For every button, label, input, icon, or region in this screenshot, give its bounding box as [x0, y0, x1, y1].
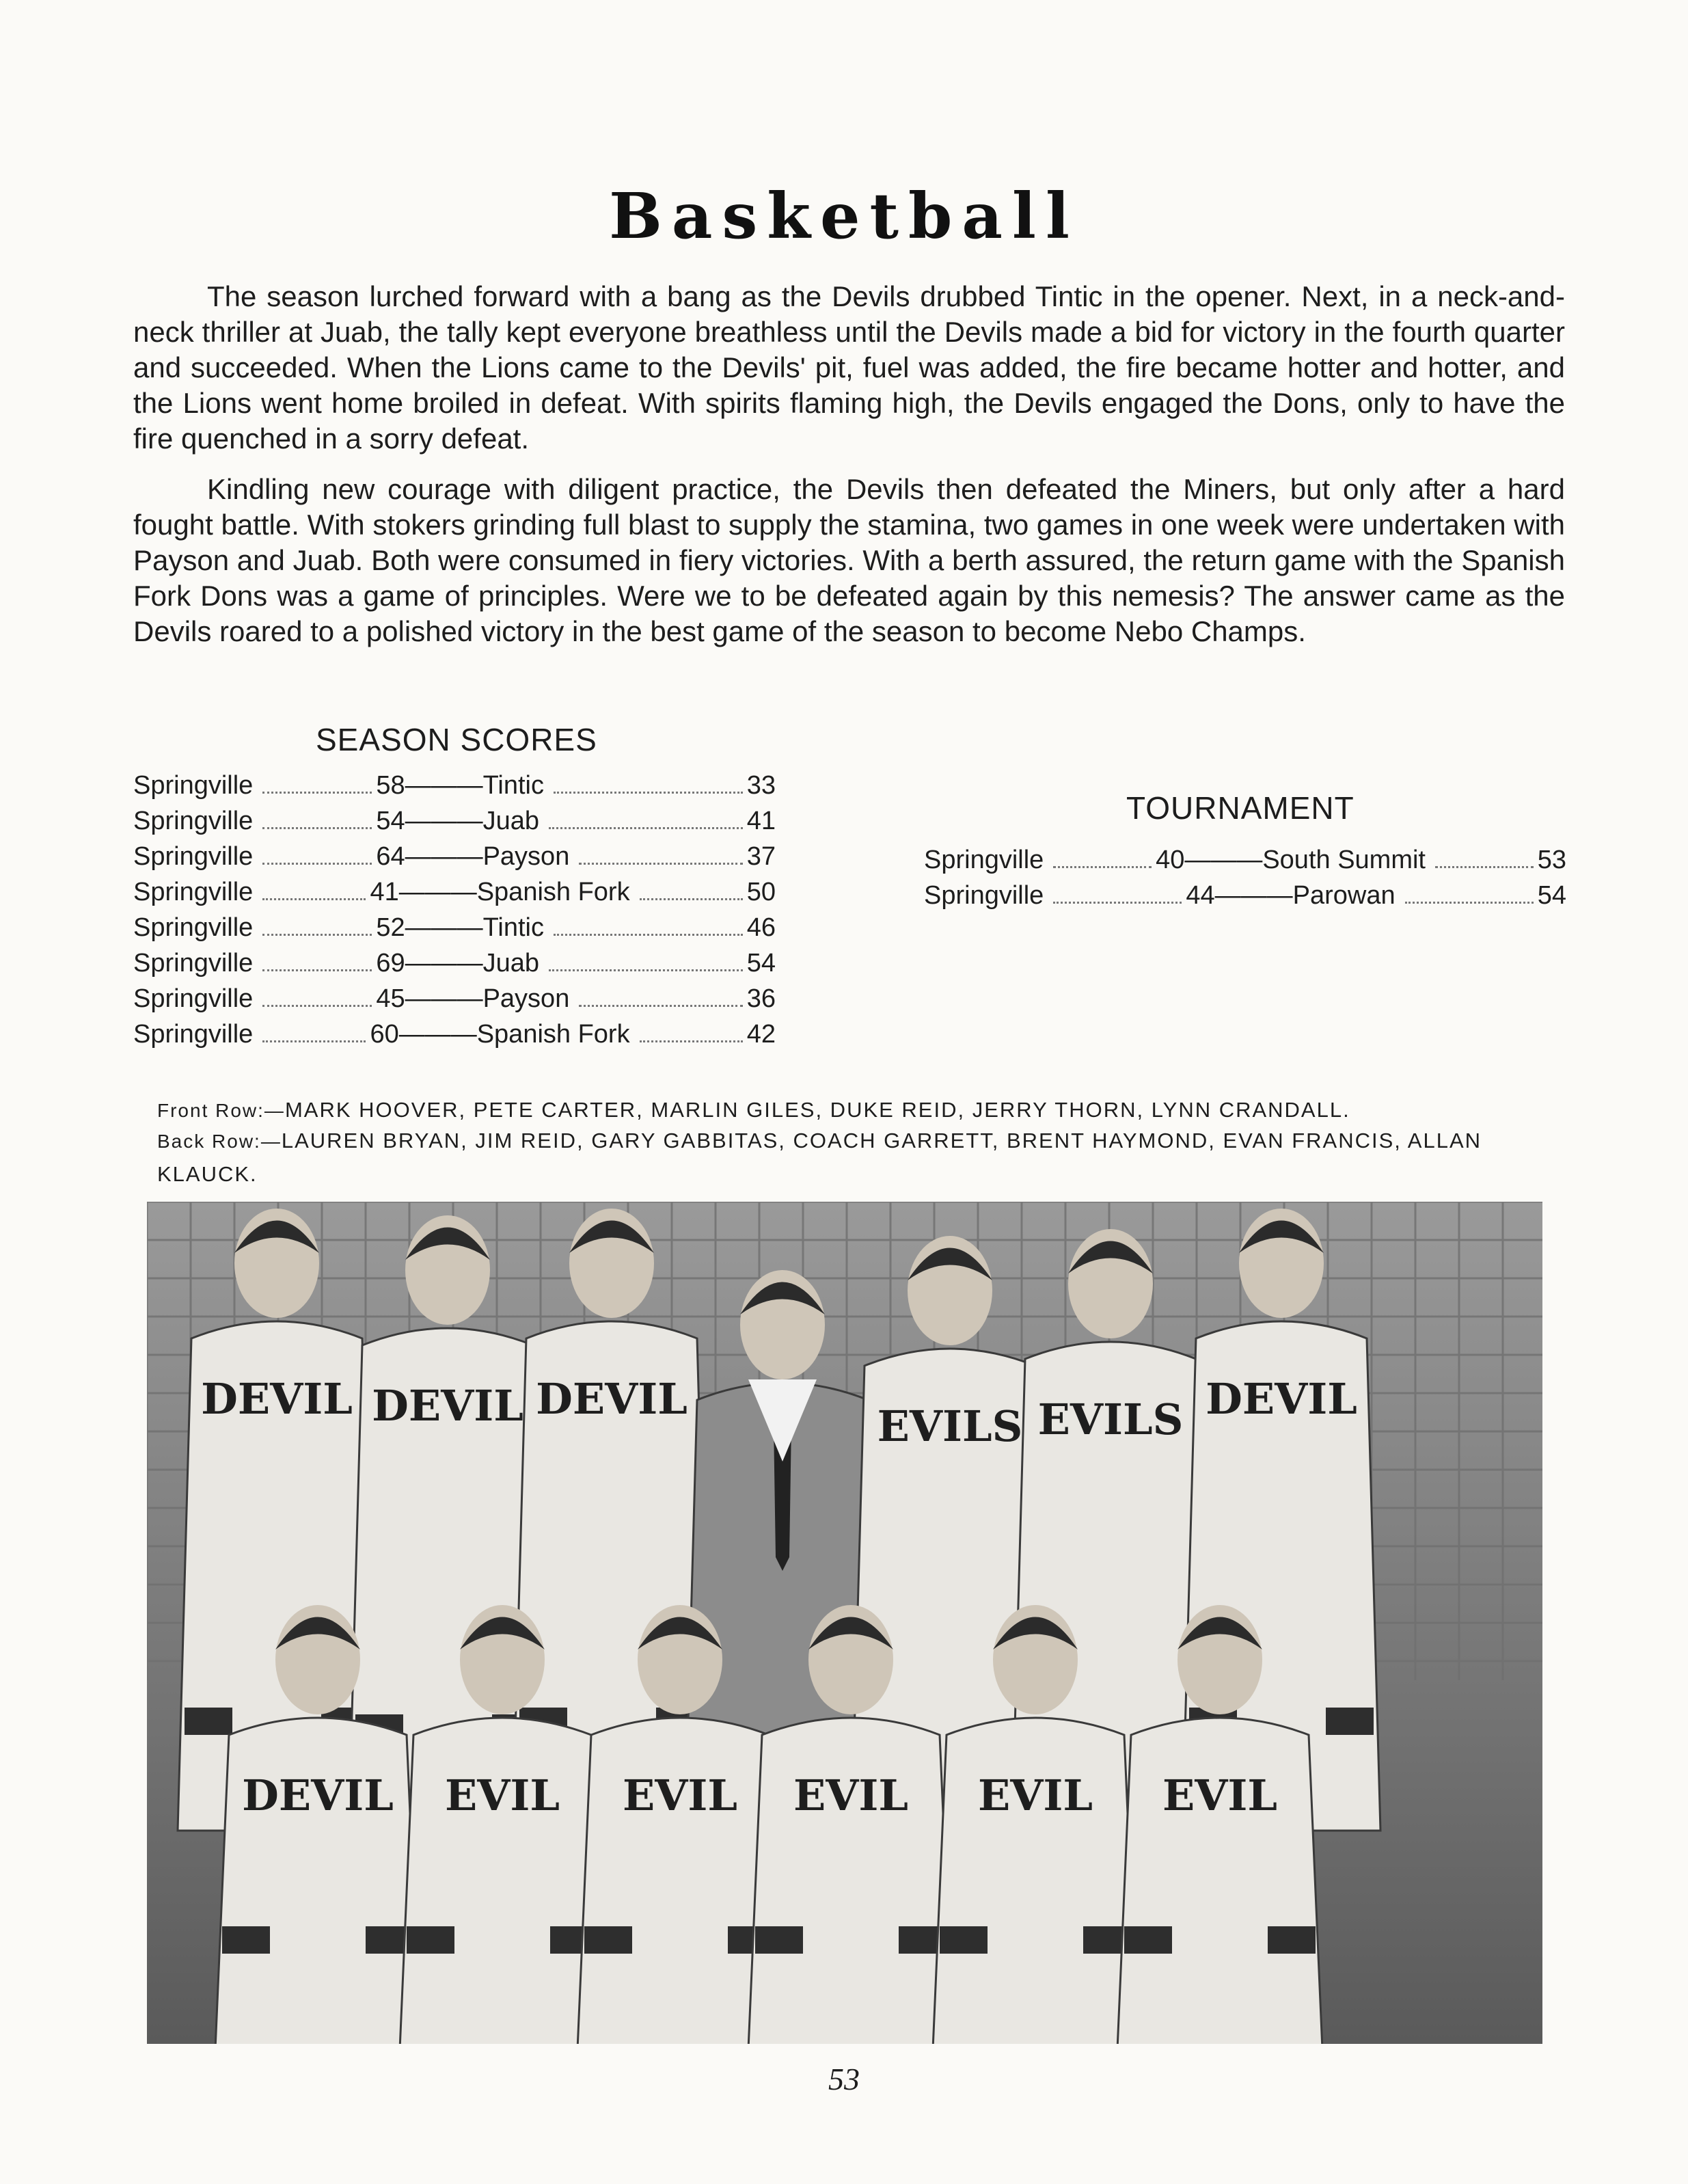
- dot-leader: [262, 934, 372, 936]
- season-score-row: [133, 910, 776, 945]
- dot-leader: [579, 1005, 742, 1007]
- dot-leader: [262, 792, 372, 794]
- score-opponent: 60———Spanish Fork: [370, 1020, 630, 1049]
- season-score-row: [133, 874, 776, 910]
- score-opponent: 41———Spanish Fork: [370, 878, 630, 906]
- dot-leader: [262, 898, 366, 900]
- score-opponent: 45———Payson: [376, 984, 570, 1013]
- dot-leader: [262, 827, 372, 829]
- season-score-row: [133, 981, 776, 1016]
- opponent-score: 53: [1537, 846, 1567, 874]
- team-name: Springville: [133, 949, 254, 978]
- jersey-lettering: DEVIL: [242, 1770, 394, 1820]
- jersey-lettering: EVILS: [1037, 1394, 1184, 1444]
- team-name: Springville: [133, 842, 254, 871]
- tournament-heading: TOURNAMENT: [1126, 790, 1355, 826]
- opponent-score: 42: [746, 1020, 776, 1049]
- season-score-row: [133, 839, 776, 874]
- score-opponent: 44———Parowan: [1186, 881, 1396, 910]
- back-row-caption: [157, 1124, 1565, 1191]
- team-name: Springville: [133, 878, 254, 906]
- season-score-row: [133, 1016, 776, 1052]
- season-scores-heading: SEASON SCORES: [316, 722, 597, 757]
- jersey-lettering: EVILS: [877, 1401, 1023, 1451]
- jersey-lettering: EVIL: [623, 1770, 737, 1820]
- opponent-score: 33: [746, 771, 776, 800]
- opponent-score: 54: [746, 949, 776, 978]
- dot-leader: [262, 1040, 366, 1042]
- opponent-score: 41: [746, 807, 776, 835]
- tournament-score-row: [924, 842, 1566, 878]
- score-opponent: 40———South Summit: [1156, 846, 1426, 874]
- dot-leader: [549, 969, 743, 971]
- back-row-names: LAUREN BRYAN, JIM REID, GARY GABBITAS, COACH GARRETT, BRENT HAYMOND, EVAN FRANCIS, ALLAN KLAUCK.: [157, 1129, 1482, 1186]
- team-name: Springville: [133, 1020, 254, 1049]
- score-opponent: 58———Tintic: [376, 771, 544, 800]
- score-opponent: 54———Juab: [376, 807, 539, 835]
- season-score-row: [133, 768, 776, 803]
- jersey-lettering: DEVIL: [536, 1374, 688, 1424]
- dot-leader: [262, 969, 372, 971]
- jersey-lettering: EVIL: [978, 1770, 1093, 1820]
- dot-leader: [554, 792, 743, 794]
- jersey-lettering: DEVIL: [1206, 1374, 1357, 1424]
- team-name: Springville: [924, 846, 1044, 874]
- dot-leader: [640, 898, 743, 900]
- opponent-score: 37: [746, 842, 776, 871]
- score-opponent: 52———Tintic: [376, 913, 544, 942]
- dot-leader: [262, 863, 372, 865]
- dot-leader: [1435, 866, 1534, 868]
- team-name: Springville: [133, 984, 254, 1013]
- season-score-row: [133, 945, 776, 981]
- team-name: Springville: [133, 807, 254, 835]
- team-name: Springville: [924, 881, 1044, 910]
- paragraph-1: The season lurched forward with a bang as the Devils drubbed Tintic in the opener. Next, in a neck-and-neck thriller at Juab, the tally kept everyone breathless until the Devils made a bid for victory in the fourth quarter and succeeded. When the Lions came to the Devils' pit, fuel was added, the fire became hotter and hotter, and the Lions went home broiled in defeat. With spirits flaming high, the Devils engaged the Dons, only to have the fire quenched in a sorry defeat.: [133, 280, 1565, 455]
- front-row-names: MARK HOOVER, PETE CARTER, MARLIN GILES, DUKE REID, JERRY THORN, LYNN CRANDALL.: [284, 1098, 1350, 1122]
- opponent-score: 50: [746, 878, 776, 906]
- jersey-lettering: EVIL: [445, 1770, 560, 1820]
- jersey-lettering: DEVIL: [372, 1381, 523, 1431]
- jersey-lettering: EVIL: [1162, 1770, 1277, 1820]
- score-opponent: 64———Payson: [376, 842, 570, 871]
- dot-leader: [1053, 902, 1182, 904]
- dot-leader: [549, 827, 743, 829]
- dot-leader: [1053, 866, 1152, 868]
- opponent-score: 46: [746, 913, 776, 942]
- team-photo: [147, 1202, 1542, 2044]
- tournament-score-row: [924, 878, 1566, 913]
- front-row-label: Front Row:—: [157, 1100, 285, 1121]
- dot-leader: [262, 1005, 372, 1007]
- dot-leader: [1405, 902, 1534, 904]
- team-name: Springville: [133, 913, 254, 942]
- score-opponent: 69———Juab: [376, 949, 539, 978]
- jersey-lettering: DEVIL: [201, 1374, 353, 1424]
- page-title: Basketball: [609, 179, 1079, 253]
- opponent-score: 54: [1537, 881, 1566, 910]
- season-score-row: [133, 803, 776, 839]
- team-name: Springville: [133, 771, 254, 800]
- team-photo-illustration: [147, 1202, 1542, 2044]
- dot-leader: [554, 934, 743, 936]
- back-row-label: Back Row:—: [157, 1131, 282, 1152]
- page-number: 53: [828, 2062, 860, 2097]
- paragraph-2: Kindling new courage with diligent practice, the Devils then defeated the Miners, but only after a hard fought battle. With stokers grinding full blast to supply the stamina, two games in one week were undertaken with Payson and Juab. Both were consumed in fiery victories. With a berth assured, the return game with the Spanish Fork Dons was a game of principles. Were we to be defeated again by this nemesis? The answer came as the Devils roared to a polished victory in the best game of the season to become Nebo Champs.: [133, 473, 1565, 647]
- opponent-score: 36: [746, 984, 776, 1013]
- dot-leader: [579, 863, 742, 865]
- jersey-lettering: EVIL: [793, 1770, 908, 1820]
- front-row-caption: [157, 1094, 1565, 1127]
- dot-leader: [640, 1040, 743, 1042]
